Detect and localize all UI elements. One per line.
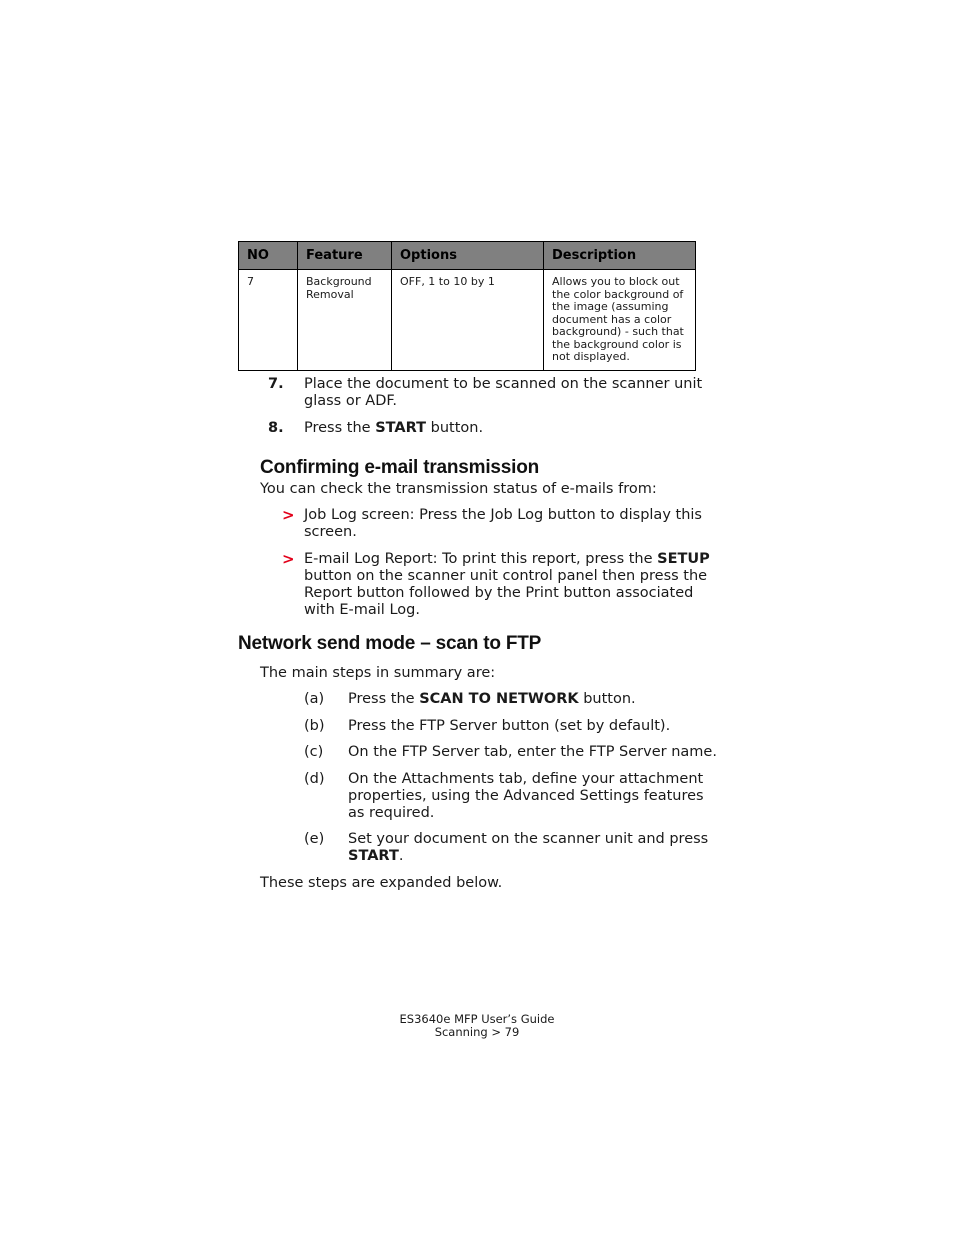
bullet-marker: >	[282, 506, 295, 524]
section-heading-scan-to-ftp: Network send mode – scan to FTP	[238, 633, 542, 654]
scan-to-network-keyword: SCAN TO NETWORK	[419, 691, 579, 707]
step-text: Press the START button.	[304, 420, 484, 436]
section2-intro: The main steps in summary are:	[260, 665, 496, 681]
footer-page-reference: Scanning > 79	[434, 1025, 520, 1039]
table-header-row	[239, 242, 696, 270]
cell-no: 7	[239, 270, 298, 371]
summary-step-label: (d)	[304, 771, 325, 787]
summary-step-label: (a)	[304, 691, 325, 707]
bullet-marker: >	[282, 550, 295, 568]
step-text: Place the document to be scanned on the scanner unit glass or ADF.	[304, 376, 703, 409]
column-header-description: Description	[544, 242, 696, 270]
section-heading-email-confirmation: Confirming e-mail transmission	[260, 457, 540, 478]
summary-step-text: Set your document on the scanner unit and press START.	[348, 831, 709, 864]
cell-description: Allows you to block out the color background of the image (assuming document has a color background) - such that the background color is not displayed.	[544, 270, 696, 371]
cell-options: OFF, 1 to 10 by 1	[392, 270, 544, 371]
summary-step-label: (c)	[304, 744, 324, 760]
summary-step-text: Press the SCAN TO NETWORK button.	[348, 691, 636, 707]
footer-guide-title: ES3640e MFP User’s Guide	[399, 1012, 555, 1026]
cell-feature: Background Removal	[298, 270, 392, 371]
summary-step-text: Press the FTP Server button (set by default).	[348, 718, 671, 734]
feature-table	[238, 241, 696, 371]
table-row	[239, 270, 696, 371]
section1-intro: You can check the transmission status of e-mails from:	[260, 481, 657, 497]
summary-step-text: On the Attachments tab, define your attachment properties, using the Advanced Settings features as required.	[348, 771, 704, 821]
summary-step-label: (e)	[304, 831, 325, 847]
setup-keyword: SETUP	[657, 551, 710, 567]
column-header-feature: Feature	[298, 242, 392, 270]
summary-step-text: On the FTP Server tab, enter the FTP Server name.	[348, 744, 717, 760]
column-header-no: NO	[239, 242, 298, 270]
page-footer	[0, 1013, 954, 1039]
summary-step-label: (b)	[304, 718, 325, 734]
step-number: 7.	[268, 376, 284, 392]
step-number: 8.	[268, 420, 284, 436]
section2-outro: These steps are expanded below.	[260, 875, 503, 891]
start-keyword: START	[348, 848, 399, 864]
start-keyword: START	[375, 420, 427, 436]
bullet-text: E-mail Log Report: To print this report, press the SETUP button on the scanner unit control panel then press the Report button followed by the Print button associated with E-mail Log.	[304, 551, 710, 618]
bullet-text: Job Log screen: Press the Job Log button to display this screen.	[304, 507, 702, 540]
column-header-options: Options	[392, 242, 544, 270]
